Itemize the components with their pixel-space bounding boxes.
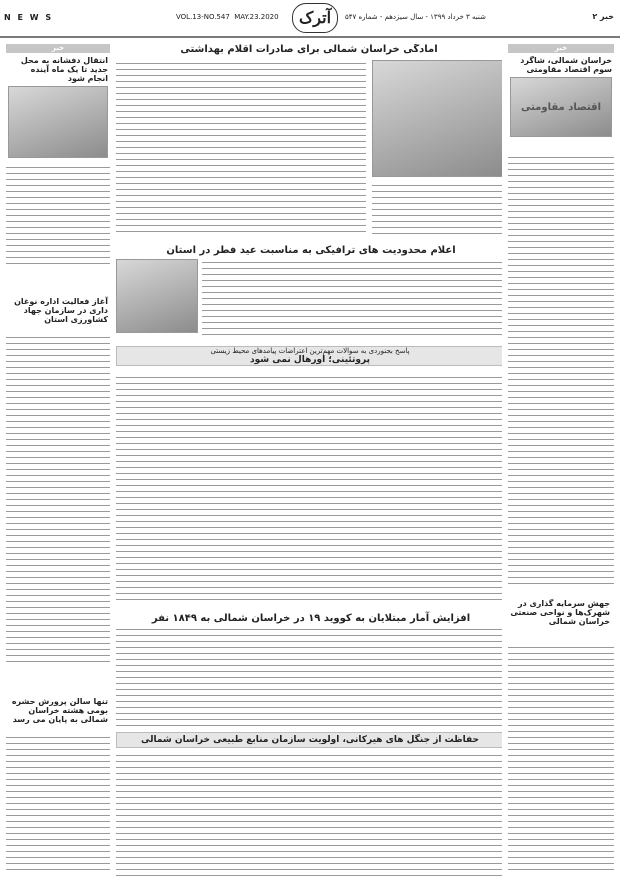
right-headline-1: خراسان شمالی، شاگرد سوم اقتصاد مقاومتی	[520, 56, 612, 74]
center-headline-3b: پروتئینی؛ اورهال نمی شود	[250, 355, 370, 365]
section-tag: N E W S	[4, 13, 54, 22]
masthead-logo: آترک	[292, 3, 338, 33]
center-photo-1	[372, 60, 502, 177]
center-headline-1: آمادگی خراسان شمالی برای صادرات اقلام بهداشتی	[180, 44, 438, 55]
center-headline-5: حفاظت از جنگل های هیرکانی، اولویت سازمان منابع طبیعی خراسان شمالی	[116, 732, 502, 748]
center-headline-4: افزایش آمار مبتلایان به کووید ۱۹ در خراسان شمالی به ۱۸۴۹ نفر	[151, 613, 471, 624]
center-text-block-3	[116, 374, 502, 604]
center-text-block-5	[116, 752, 502, 880]
center-column	[116, 44, 502, 880]
left-text-block-2	[6, 334, 110, 664]
left-headline-2: آغاز فعالیت اداره نوغان داری در سازمان جهاد کشاورزی استان	[14, 297, 108, 324]
left-text-block-1	[6, 164, 110, 264]
left-column	[6, 44, 110, 880]
issue-number: VOL.13-NO.547 MAY.23.2020	[176, 13, 279, 21]
center-text-block-1	[116, 60, 366, 236]
page-label: خبر ۲	[592, 12, 614, 21]
center-text-block-2	[202, 259, 502, 339]
right-column	[508, 44, 614, 880]
left-photo	[8, 86, 108, 158]
right-headline-2: جهش سرمایه گذاری در شهرک‌ها و نواحی صنعتی خراسان شمالی	[510, 599, 610, 626]
left-headline-3: تنها سالن پرورش حشره بومی هشته خراسان شمالی به پایان می رسد	[11, 697, 108, 724]
left-headline-1: انتقال دفشانه به محل جدید تا یک ماه آینده انجام شود	[20, 56, 108, 83]
left-text-block-3	[6, 734, 110, 874]
center-headline-3a: پاسخ بجنوردی به سوالات مهم‌ترین اعتراضات پیامدهای محیط زیستی	[210, 347, 410, 355]
right-banner-text: اقتصاد مقاومتی	[520, 101, 602, 113]
date-fa: شنبه ۳ خرداد ۱۳۹۹ - سال سیزدهم - شماره ۵۴۷	[345, 13, 486, 21]
right-text-block-1	[508, 154, 614, 584]
center-text-block-4	[116, 626, 502, 726]
center-photo-2	[116, 259, 198, 333]
page-header	[0, 0, 620, 38]
right-banner-image	[510, 77, 612, 137]
center-caption	[372, 182, 502, 236]
center-headline-2: اعلام محدودیت های ترافیکی به مناسبت عید فطر در استان	[166, 245, 456, 256]
center-headband-3	[116, 346, 502, 366]
left-column-bar: خبر	[6, 44, 110, 53]
right-column-bar: خبر	[508, 44, 614, 53]
right-text-block-2	[508, 644, 614, 874]
